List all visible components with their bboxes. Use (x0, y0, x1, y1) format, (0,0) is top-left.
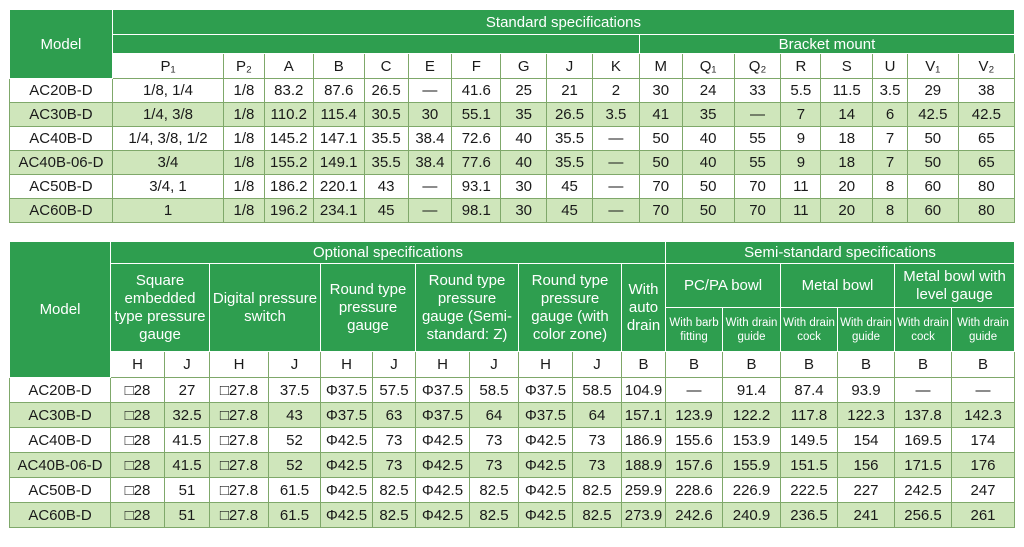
table-cell: 58.5 (470, 378, 519, 403)
table-row (10, 103, 1015, 127)
table-cell: 228.6 (666, 478, 723, 503)
optional-specifications-header: Optional specifications (111, 242, 666, 264)
table-cell: 110.2 (264, 103, 313, 127)
table-cell: 26.5 (547, 103, 593, 127)
table-cell: 50 (682, 199, 734, 223)
table-cell: □28 (111, 403, 165, 428)
table-cell: 87.6 (313, 79, 364, 103)
sub-header: With drain cock (895, 308, 952, 352)
table-cell: 70 (734, 199, 781, 223)
table-cell: □28 (111, 478, 165, 503)
column-header: H (321, 352, 373, 378)
table-cell: 222.5 (781, 478, 838, 503)
table-cell: 1/8, 1/4 (112, 79, 223, 103)
table-cell: Φ42.5 (519, 428, 573, 453)
table-cell: — (408, 199, 452, 223)
table-cell: 45 (364, 199, 408, 223)
table-row (10, 403, 1015, 428)
sub-header: With drain cock (781, 308, 838, 352)
table-cell: 35.5 (547, 127, 593, 151)
table-cell: 147.1 (313, 127, 364, 151)
table-cell: 73 (373, 453, 416, 478)
table-cell: 18 (821, 151, 873, 175)
table-cell: 51 (165, 478, 210, 503)
table-cell: 61.5 (269, 478, 321, 503)
table-cell: 157.1 (622, 403, 666, 428)
table-cell: 41.5 (165, 428, 210, 453)
table-cell: 1/8 (224, 79, 265, 103)
table-cell: 7 (873, 151, 908, 175)
table-cell: Φ42.5 (321, 453, 373, 478)
table-cell: 64 (573, 403, 622, 428)
table-cell: Φ37.5 (416, 403, 470, 428)
table-cell: 42.5 (907, 103, 958, 127)
table-cell: 155.6 (666, 428, 723, 453)
table-cell: 82.5 (373, 503, 416, 528)
table-cell: 227 (838, 478, 895, 503)
table-cell: 2 (592, 79, 639, 103)
table-cell: 7 (873, 127, 908, 151)
table-cell: 236.5 (781, 503, 838, 528)
column-header: V₂ (958, 54, 1014, 79)
table-cell: 145.2 (264, 127, 313, 151)
table-cell: — (734, 103, 781, 127)
round-gauge-semi-standard-header: Round type pressure gauge (Semi-standard: Z) (416, 264, 519, 352)
column-header: B (895, 352, 952, 378)
table-cell: 65 (958, 151, 1014, 175)
column-header: B (622, 352, 666, 378)
standard-specifications-header: Standard specifications (112, 10, 1014, 35)
table-cell: 82.5 (573, 478, 622, 503)
table-cell: 11.5 (821, 79, 873, 103)
table-cell: □27.8 (210, 453, 269, 478)
column-header: H (519, 352, 573, 378)
table-cell: Φ42.5 (416, 428, 470, 453)
table-cell: 122.3 (838, 403, 895, 428)
table-cell: □27.8 (210, 403, 269, 428)
table-cell: 63 (373, 403, 416, 428)
table-cell: Φ42.5 (519, 453, 573, 478)
column-header: S (821, 54, 873, 79)
table-cell: 70 (639, 199, 682, 223)
table-cell: Φ37.5 (519, 378, 573, 403)
column-header: B (313, 54, 364, 79)
table-cell: 18 (821, 127, 873, 151)
table-cell: 1/8 (224, 103, 265, 127)
bracket-mount-header: Bracket mount (639, 35, 1014, 54)
table-cell: 151.5 (781, 453, 838, 478)
table-cell: 40 (501, 151, 547, 175)
table-cell: 35 (682, 103, 734, 127)
table-row (10, 428, 1015, 453)
table-cell: 55.1 (452, 103, 501, 127)
table-cell: 261 (952, 503, 1015, 528)
table-cell: 73 (373, 428, 416, 453)
table-cell: Φ42.5 (416, 453, 470, 478)
table-cell: 93.1 (452, 175, 501, 199)
table-cell: 7 (781, 103, 821, 127)
table-cell: 220.1 (313, 175, 364, 199)
table-cell: 9 (781, 127, 821, 151)
table-cell: 123.9 (666, 403, 723, 428)
column-header: G (501, 54, 547, 79)
table-cell: 33 (734, 79, 781, 103)
model-cell: AC30B-D (10, 403, 111, 428)
table-cell: 50 (907, 127, 958, 151)
metal-bowl-header: Metal bowl (781, 264, 895, 308)
digital-pressure-switch-header: Digital pressure switch (210, 264, 321, 352)
table-cell: 3/4, 1 (112, 175, 223, 199)
table-cell: 77.6 (452, 151, 501, 175)
standard-specifications-body (10, 79, 1015, 223)
table-row (10, 151, 1015, 175)
table-cell: 40 (682, 151, 734, 175)
table-cell: 35.5 (364, 127, 408, 151)
table-cell: 1/8 (224, 199, 265, 223)
table-cell: 43 (364, 175, 408, 199)
table-cell: 24 (682, 79, 734, 103)
optional-specifications-body (10, 378, 1015, 528)
column-header: B (781, 352, 838, 378)
standard-specifications-table (9, 9, 1015, 223)
table-cell: 51 (165, 503, 210, 528)
table-cell: Φ42.5 (416, 503, 470, 528)
table-cell: 3.5 (873, 79, 908, 103)
table-cell: 30.5 (364, 103, 408, 127)
table-cell: 104.9 (622, 378, 666, 403)
table-cell: 64 (470, 403, 519, 428)
model-cell: AC50B-D (10, 175, 113, 199)
column-header: B (723, 352, 781, 378)
table-cell: 32.5 (165, 403, 210, 428)
table-cell: — (592, 127, 639, 151)
table-cell: 41.5 (165, 453, 210, 478)
table-cell: 60 (907, 199, 958, 223)
table-cell: 57.5 (373, 378, 416, 403)
square-embedded-gauge-header: Square embedded type pressure gauge (111, 264, 210, 352)
sub-header: With barb fitting (666, 308, 723, 352)
table-cell: 73 (470, 428, 519, 453)
table-cell: 45 (547, 175, 593, 199)
model-cell: AC40B-06-D (10, 151, 113, 175)
table-cell: 26.5 (364, 79, 408, 103)
table-cell: 5.5 (781, 79, 821, 103)
table-cell: 35.5 (364, 151, 408, 175)
column-header: Q₁ (682, 54, 734, 79)
table-cell: 80 (958, 175, 1014, 199)
column-header: J (269, 352, 321, 378)
table-cell: — (408, 79, 452, 103)
model-cell: AC40B-D (10, 428, 111, 453)
table-cell: 149.5 (781, 428, 838, 453)
table-cell: 50 (907, 151, 958, 175)
table-cell: Φ37.5 (321, 403, 373, 428)
table-cell: 259.9 (622, 478, 666, 503)
table-cell: 242.6 (666, 503, 723, 528)
table-cell: 72.6 (452, 127, 501, 151)
table-cell: 35 (501, 103, 547, 127)
table-cell: □28 (111, 503, 165, 528)
table-cell: □27.8 (210, 503, 269, 528)
round-gauge-header: Round type pressure gauge (321, 264, 416, 352)
table-cell: 55 (734, 151, 781, 175)
model-cell: AC40B-06-D (10, 453, 111, 478)
table-cell: 241 (838, 503, 895, 528)
model-cell: AC20B-D (10, 79, 113, 103)
column-header: U (873, 54, 908, 79)
table-cell: 98.1 (452, 199, 501, 223)
table-cell: 30 (639, 79, 682, 103)
column-header: P₁ (112, 54, 223, 79)
table-cell: 27 (165, 378, 210, 403)
table-cell: Φ37.5 (416, 378, 470, 403)
table-cell: 240.9 (723, 503, 781, 528)
table-cell: 122.2 (723, 403, 781, 428)
round-gauge-color-zone-header: Round type pressure gauge (with color zone) (519, 264, 622, 352)
table-cell: 83.2 (264, 79, 313, 103)
table-cell: 196.2 (264, 199, 313, 223)
column-header: B (666, 352, 723, 378)
table-cell: 155.9 (723, 453, 781, 478)
table-cell: 38 (958, 79, 1014, 103)
table-cell: □28 (111, 453, 165, 478)
table-cell: 82.5 (470, 478, 519, 503)
column-header: J (547, 54, 593, 79)
semi-standard-specifications-header: Semi-standard specifications (666, 242, 1015, 264)
table-cell: 50 (639, 151, 682, 175)
table-cell: 186.2 (264, 175, 313, 199)
table-cell: 247 (952, 478, 1015, 503)
model-cell: AC30B-D (10, 103, 113, 127)
column-header: E (408, 54, 452, 79)
table-cell: 73 (470, 453, 519, 478)
table-cell: 52 (269, 453, 321, 478)
table-cell: 82.5 (573, 503, 622, 528)
table-cell: 38.4 (408, 127, 452, 151)
table-cell: — (592, 151, 639, 175)
column-header: J (373, 352, 416, 378)
column-header: J (470, 352, 519, 378)
table-cell: Φ42.5 (321, 478, 373, 503)
standard-spacer (112, 35, 639, 54)
column-header: F (452, 54, 501, 79)
table-row (10, 127, 1015, 151)
table-cell: 30 (501, 199, 547, 223)
table-cell: 157.6 (666, 453, 723, 478)
table-cell: Φ37.5 (519, 403, 573, 428)
table-cell: 70 (639, 175, 682, 199)
column-header: M (639, 54, 682, 79)
table-cell: 73 (573, 453, 622, 478)
table-cell: 149.1 (313, 151, 364, 175)
table-cell: 50 (682, 175, 734, 199)
table-cell: 171.5 (895, 453, 952, 478)
table-cell: □28 (111, 378, 165, 403)
sub-header: With drain guide (838, 308, 895, 352)
table-cell: 1/4, 3/8 (112, 103, 223, 127)
metal-bowl-level-gauge-header: Metal bowl with level gauge (895, 264, 1015, 308)
table-cell: 9 (781, 151, 821, 175)
column-header: J (165, 352, 210, 378)
table-cell: 52 (269, 428, 321, 453)
table-cell: 20 (821, 199, 873, 223)
sub-header: With drain guide (952, 308, 1015, 352)
table-cell: — (895, 378, 952, 403)
table-cell: 242.5 (895, 478, 952, 503)
table-cell: 1/8 (224, 127, 265, 151)
column-header: J (573, 352, 622, 378)
table-cell: 169.5 (895, 428, 952, 453)
table-cell: 30 (408, 103, 452, 127)
table-cell: 93.9 (838, 378, 895, 403)
column-header: B (838, 352, 895, 378)
table-cell: 1/4, 3/8, 1/2 (112, 127, 223, 151)
table-row (10, 79, 1015, 103)
table-cell: 155.2 (264, 151, 313, 175)
table-cell: Φ42.5 (416, 478, 470, 503)
table-cell: 40 (501, 127, 547, 151)
table-cell: 226.9 (723, 478, 781, 503)
table-cell: Φ37.5 (321, 378, 373, 403)
table-cell: □27.8 (210, 428, 269, 453)
table-cell: 154 (838, 428, 895, 453)
table-cell: 29 (907, 79, 958, 103)
table-cell: 73 (573, 428, 622, 453)
table-cell: 43 (269, 403, 321, 428)
table-row (10, 503, 1015, 528)
model-header: Model (10, 10, 113, 79)
table-cell: — (408, 175, 452, 199)
auto-drain-header: With auto drain (622, 264, 666, 352)
table-cell: 176 (952, 453, 1015, 478)
table-cell: 61.5 (269, 503, 321, 528)
table-cell: 117.8 (781, 403, 838, 428)
table-cell: 273.9 (622, 503, 666, 528)
table-cell: 82.5 (470, 503, 519, 528)
table-cell: 11 (781, 199, 821, 223)
column-header: C (364, 54, 408, 79)
column-header: R (781, 54, 821, 79)
column-header: K (592, 54, 639, 79)
table-cell: 38.4 (408, 151, 452, 175)
table-cell: 11 (781, 175, 821, 199)
table-cell: 37.5 (269, 378, 321, 403)
pc-pa-bowl-header: PC/PA bowl (666, 264, 781, 308)
table-cell: Φ42.5 (519, 503, 573, 528)
table-cell: Φ42.5 (321, 503, 373, 528)
table-cell: 3/4 (112, 151, 223, 175)
table-cell: □28 (111, 428, 165, 453)
table-cell: 80 (958, 199, 1014, 223)
table-cell: Φ42.5 (519, 478, 573, 503)
column-header: H (210, 352, 269, 378)
table-cell: 55 (734, 127, 781, 151)
table-cell: 21 (547, 79, 593, 103)
table-cell: 41 (639, 103, 682, 127)
table-cell: Φ42.5 (321, 428, 373, 453)
column-header: V₁ (907, 54, 958, 79)
table-cell: 256.5 (895, 503, 952, 528)
table-cell: 20 (821, 175, 873, 199)
table-cell: 30 (501, 175, 547, 199)
model-cell: AC50B-D (10, 478, 111, 503)
table-cell: 14 (821, 103, 873, 127)
column-header: H (111, 352, 165, 378)
table-cell: 35.5 (547, 151, 593, 175)
model-header: Model (10, 242, 111, 378)
table-cell: — (592, 175, 639, 199)
table-cell: 6 (873, 103, 908, 127)
table-cell: 58.5 (573, 378, 622, 403)
table-cell: □27.8 (210, 478, 269, 503)
table-cell: 87.4 (781, 378, 838, 403)
table-cell: 25 (501, 79, 547, 103)
table-cell: — (952, 378, 1015, 403)
table-cell: 142.3 (952, 403, 1015, 428)
table-cell: 8 (873, 175, 908, 199)
table-cell: 156 (838, 453, 895, 478)
table-cell: — (666, 378, 723, 403)
table-cell: 188.9 (622, 453, 666, 478)
table-cell: 45 (547, 199, 593, 223)
table-cell: 186.9 (622, 428, 666, 453)
table-row (10, 175, 1015, 199)
column-header: B (952, 352, 1015, 378)
table-row (10, 199, 1015, 223)
table-cell: 40 (682, 127, 734, 151)
model-cell: AC20B-D (10, 378, 111, 403)
column-header: P₂ (224, 54, 265, 79)
table-cell: 91.4 (723, 378, 781, 403)
table-cell: 70 (734, 175, 781, 199)
column-header: Q₂ (734, 54, 781, 79)
model-cell: AC40B-D (10, 127, 113, 151)
column-header: A (264, 54, 313, 79)
table-row (10, 478, 1015, 503)
table-cell: 1 (112, 199, 223, 223)
column-header: H (416, 352, 470, 378)
model-cell: AC60B-D (10, 199, 113, 223)
table-cell: 1/8 (224, 175, 265, 199)
table-cell: 1/8 (224, 151, 265, 175)
model-cell: AC60B-D (10, 503, 111, 528)
table-cell: 115.4 (313, 103, 364, 127)
table-cell: 50 (639, 127, 682, 151)
table-cell: 234.1 (313, 199, 364, 223)
table-cell: — (592, 199, 639, 223)
table-cell: 82.5 (373, 478, 416, 503)
table-cell: 153.9 (723, 428, 781, 453)
table-cell: 8 (873, 199, 908, 223)
table-cell: 60 (907, 175, 958, 199)
table-cell: 65 (958, 127, 1014, 151)
table-cell: 3.5 (592, 103, 639, 127)
table-cell: 41.6 (452, 79, 501, 103)
optional-specifications-table (9, 241, 1015, 528)
table-row (10, 378, 1015, 403)
table-cell: 174 (952, 428, 1015, 453)
sub-header: With drain guide (723, 308, 781, 352)
table-row (10, 453, 1015, 478)
table-cell: 42.5 (958, 103, 1014, 127)
table-cell: □27.8 (210, 378, 269, 403)
table-cell: 137.8 (895, 403, 952, 428)
